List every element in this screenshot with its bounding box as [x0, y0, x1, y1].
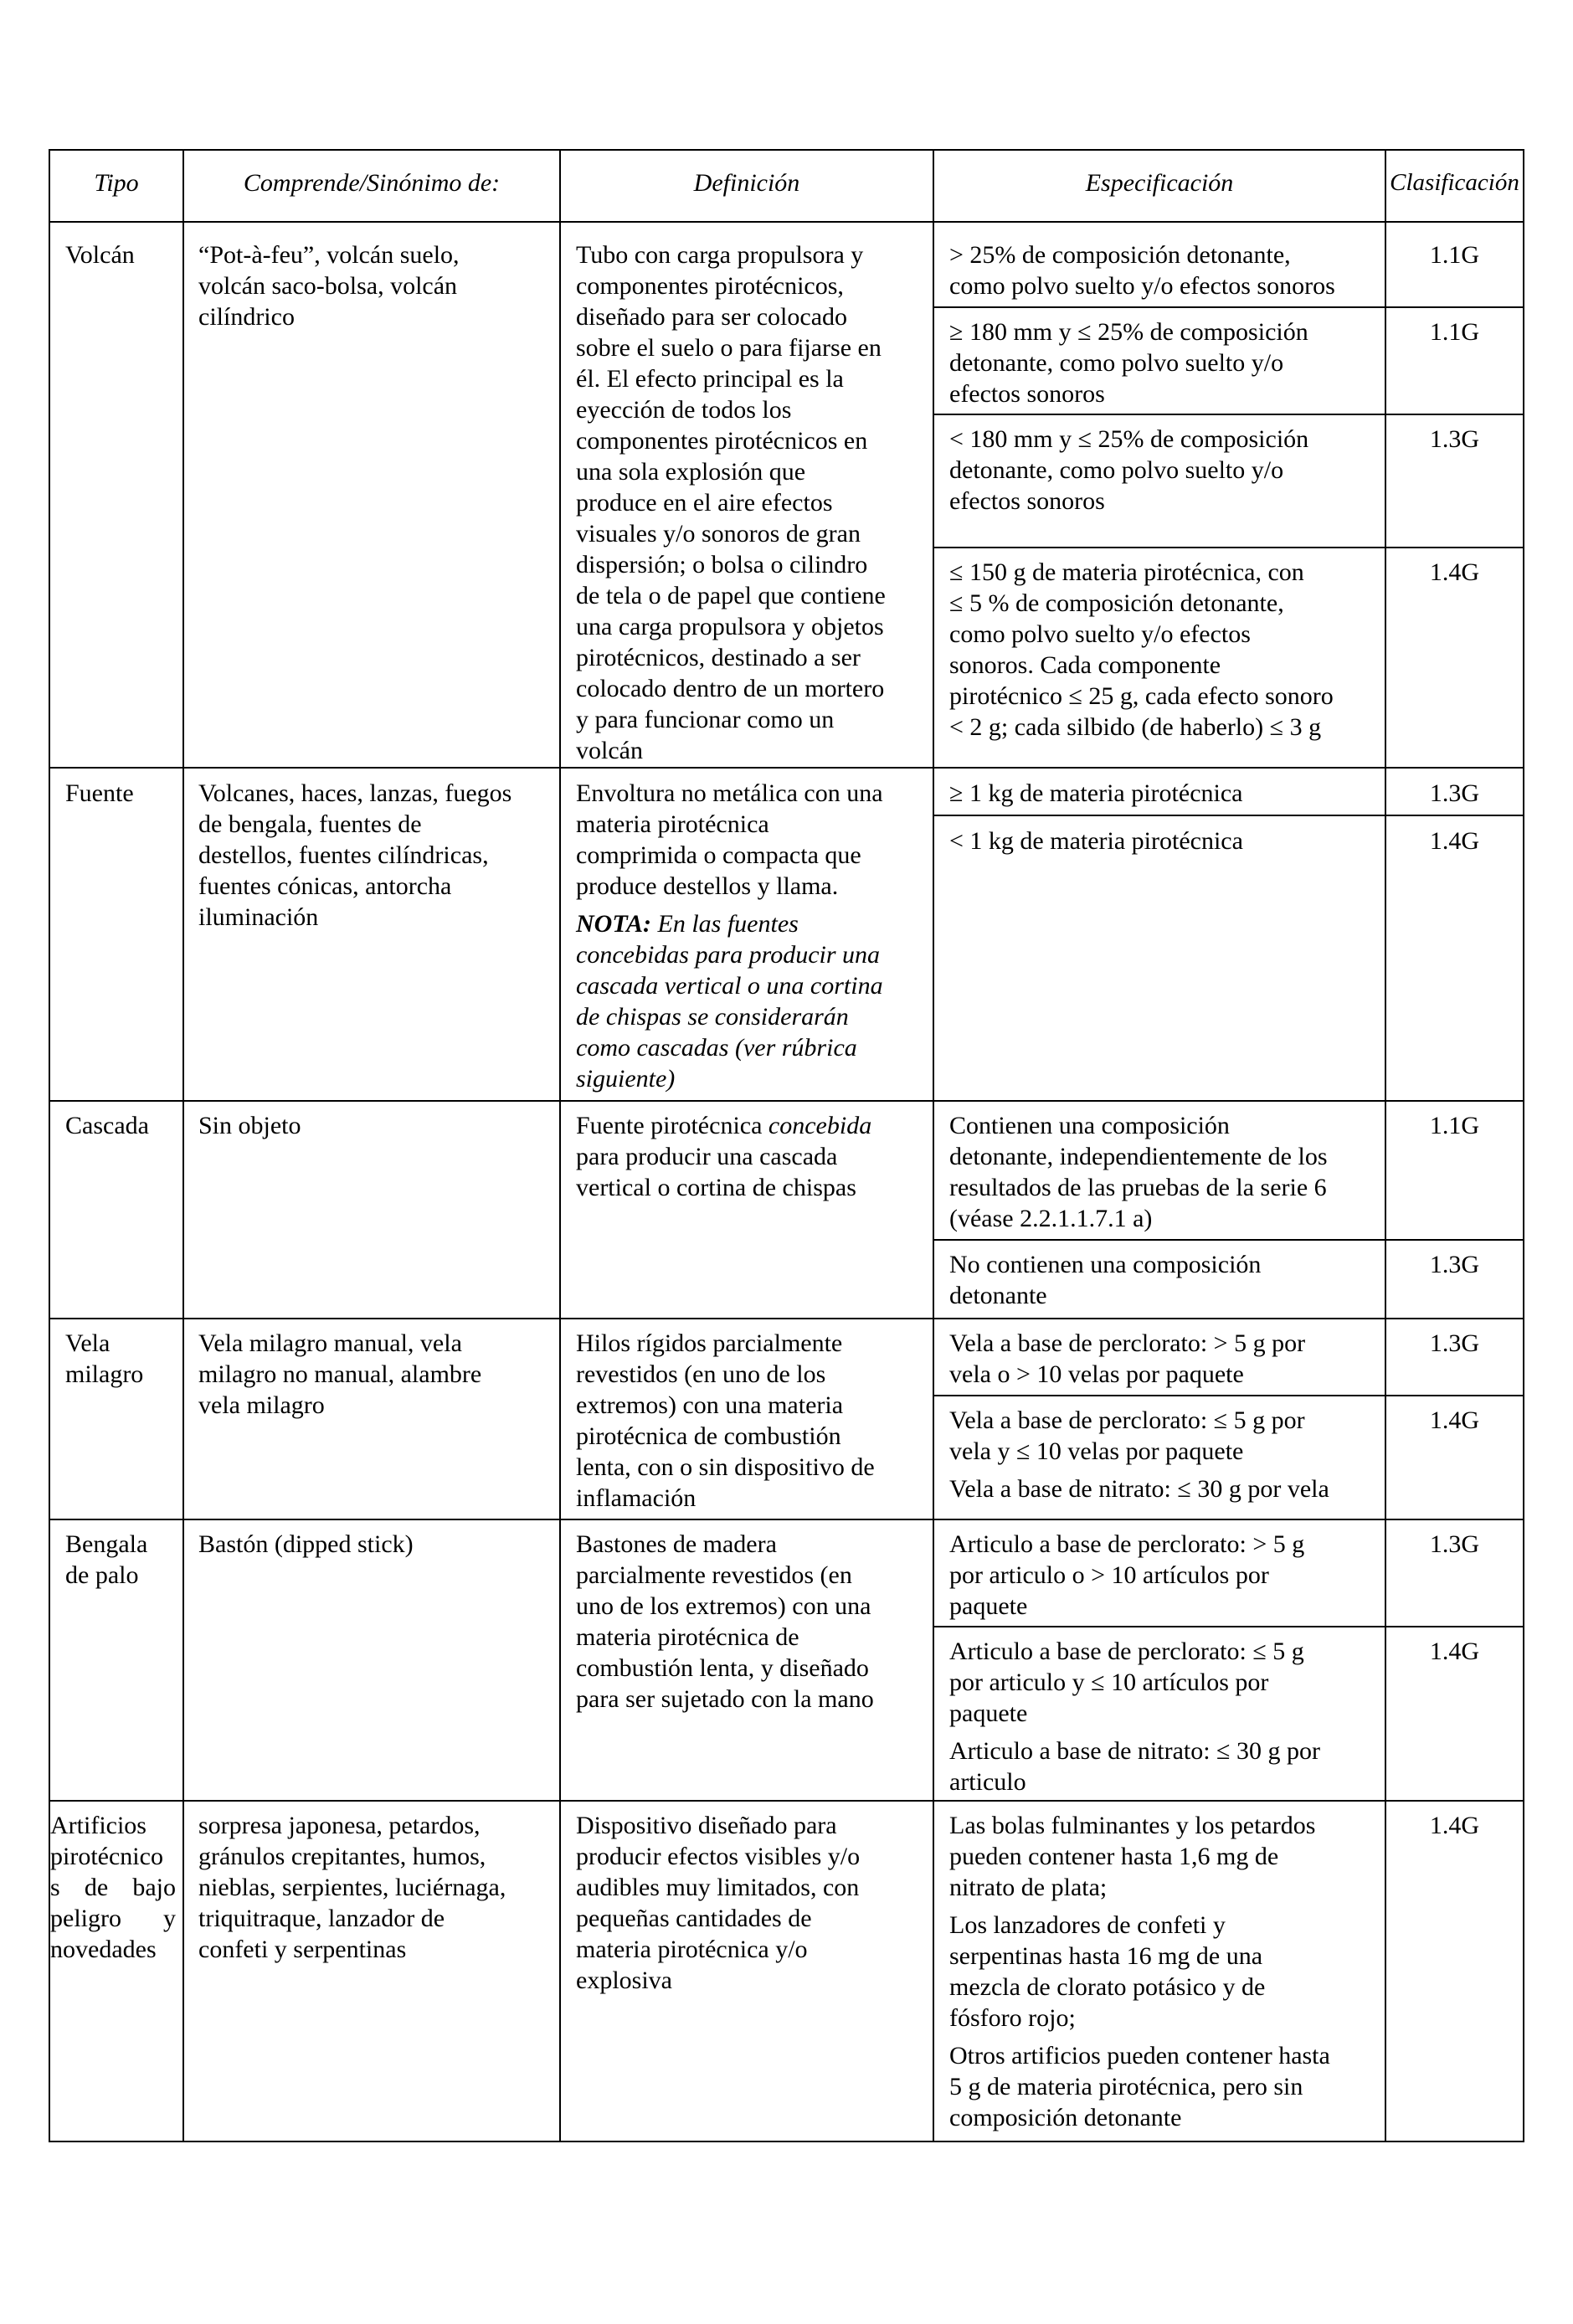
definicion-line: componentes pirotécnicos en [576, 427, 868, 455]
definicion-line: inflamación [576, 1484, 697, 1512]
clasificacion-cell: 1.3G [1429, 425, 1480, 453]
definicion-line: pequeñas cantidades de [576, 1905, 812, 1932]
especificacion-line: Otros artificios pueden contener hasta [949, 2042, 1330, 2069]
column-divider [182, 149, 184, 2142]
comprende-line: de bengala, fuentes de [198, 810, 422, 838]
definicion-line: eyección de todos los [576, 396, 792, 424]
definicion-line: explosiva [576, 1967, 672, 1994]
especificacion-line: mezcla de clorato potásico y de [949, 1973, 1266, 2001]
especificacion-line: < 2 g; cada silbido (de haberlo) ≤ 3 g [949, 713, 1322, 741]
column-divider [559, 149, 561, 2142]
especificacion-line: efectos sonoros [949, 380, 1105, 408]
header-especificacion: Especificación [1085, 169, 1234, 197]
especificacion-line: serpentinas hasta 16 mg de una [949, 1942, 1263, 1970]
especificacion-line: vela y ≤ 10 velas por paquete [949, 1437, 1244, 1465]
definicion-line: materia pirotécnica y/o [576, 1936, 808, 1963]
definicion-line [576, 1110, 871, 1141]
clasificacion-cell: 1.4G [1429, 558, 1480, 586]
definicion-line: colocado dentro de un mortero [576, 675, 885, 702]
clasificacion-cell: 1.4G [1429, 1812, 1480, 1839]
tipo-cell: Bengala [65, 1530, 148, 1558]
definicion-line: él. El efecto principal es la [576, 365, 844, 393]
definicion-line: lenta, con o sin dispositivo de [576, 1453, 875, 1481]
especificacion-line: detonante, como polvo suelto y/o [949, 456, 1284, 484]
especificacion-line: ≥ 1 kg de materia pirotécnica [949, 779, 1243, 807]
especificacion-line: paquete [949, 1699, 1028, 1727]
especificacion-line: efectos sonoros [949, 487, 1105, 515]
nota-line: cascada vertical o una cortina [576, 972, 883, 1000]
definicion-line: componentes pirotécnicos, [576, 272, 844, 300]
comprende-line: sorpresa japonesa, petardos, [198, 1812, 481, 1839]
tipo-cell: Volcán [65, 241, 135, 269]
definicion-line: Tubo con carga propulsora y [576, 241, 864, 269]
table-border-top [49, 149, 1524, 151]
especificacion-line: (véase 2.2.1.1.7.1 a) [949, 1205, 1153, 1232]
clasificacion-cell: 1.3G [1429, 779, 1480, 807]
definicion-line: diseñado para ser colocado [576, 303, 848, 331]
tipo-cell: Artificios [50, 1812, 147, 1839]
especificacion-line: Vela a base de perclorato: ≤ 5 g por [949, 1406, 1305, 1434]
definicion-line: para producir una cascada [576, 1143, 838, 1170]
definicion-line: Dispositivo diseñado para [576, 1812, 837, 1839]
clasificacion-cell: 1.3G [1429, 1530, 1480, 1558]
definicion-line: comprimida o compacta que [576, 841, 861, 869]
especificacion-line: vela o > 10 velas por paquete [949, 1360, 1244, 1388]
especificacion-line: < 180 mm y ≤ 25% de composición [949, 425, 1309, 453]
definicion-text: Fuente pirotécnica [576, 1112, 769, 1139]
row-divider [49, 1800, 1524, 1802]
especificacion-line: ≤ 150 g de materia pirotécnica, con [949, 558, 1304, 586]
definicion-line: Bastones de madera [576, 1530, 777, 1558]
definicion-line: una sola explosión que [576, 458, 806, 486]
definicion-line: produce destellos y llama. [576, 872, 839, 900]
especificacion-line: Contienen una composición [949, 1112, 1230, 1139]
tipo-cell: Fuente [65, 779, 134, 807]
comprende-line: Bastón (dipped stick) [198, 1530, 414, 1558]
definicion-line: extremos) con una materia [576, 1391, 844, 1419]
definicion-line: sobre el suelo o para fijarse en [576, 334, 882, 362]
definicion-line: visuales y/o sonoros de gran [576, 520, 861, 548]
definicion-line: volcán [576, 737, 643, 764]
especificacion-line: fósforo rojo; [949, 2004, 1076, 2032]
especificacion-line: Articulo a base de perclorato: ≤ 5 g [949, 1638, 1304, 1665]
especificacion-line: Articulo a base de perclorato: > 5 g [949, 1530, 1305, 1558]
especificacion-line: resultados de las pruebas de la serie 6 [949, 1174, 1327, 1201]
comprende-line: Volcanes, haces, lanzas, fuegos [198, 779, 512, 807]
especificacion-line: pueden contener hasta 1,6 mg de [949, 1843, 1279, 1870]
table-border-right [1523, 149, 1524, 2142]
header-definicion: Definición [693, 169, 800, 197]
especificacion-line: nitrato de plata; [949, 1874, 1108, 1901]
especificacion-line: detonante, como polvo suelto y/o [949, 349, 1284, 377]
definicion-line: una carga propulsora y objetos [576, 613, 884, 640]
spec-divider [933, 414, 1524, 415]
especificacion-line: detonante, independientemente de los [949, 1143, 1328, 1170]
nota-text: En las fuentes [651, 910, 799, 938]
tipo-cell: pirotécnico [50, 1843, 163, 1870]
tipo-cell: Cascada [65, 1112, 149, 1139]
definicion-line: parcialmente revestidos (en [576, 1561, 852, 1589]
nota-line: como cascadas (ver rúbrica [576, 1034, 857, 1062]
tipo-cell: Vela [65, 1329, 111, 1357]
column-divider [933, 149, 934, 2142]
header-comprende: Comprende/Sinónimo de: [243, 169, 501, 197]
especificacion-line: ≥ 180 mm y ≤ 25% de composición [949, 318, 1308, 346]
clasificacion-cell: 1.4G [1429, 1638, 1480, 1665]
comprende-line: confeti y serpentinas [198, 1936, 407, 1963]
nota-line: de chispas se considerarán [576, 1003, 849, 1031]
tipo-cell: milagro [65, 1360, 144, 1388]
comprende-line: Sin objeto [198, 1112, 301, 1139]
comprende-line: triquitraque, lanzador de [198, 1905, 445, 1932]
especificacion-line: articulo [949, 1768, 1026, 1796]
definicion-line: Hilos rígidos parcialmente [576, 1329, 843, 1357]
spec-divider [933, 1239, 1524, 1241]
comprende-line: iluminación [198, 903, 319, 931]
definicion-line: materia pirotécnica de [576, 1623, 799, 1651]
spec-divider [933, 1395, 1524, 1396]
tipo-cell: de palo [65, 1561, 139, 1589]
especificacion-line: composición detonante [949, 2104, 1182, 2131]
especificacion-line: No contienen una composición [949, 1251, 1262, 1278]
header-row-divider [49, 221, 1524, 223]
nota-label: NOTA: [576, 910, 651, 938]
comprende-line: destellos, fuentes cilíndricas, [198, 841, 489, 869]
row-divider [49, 1519, 1524, 1520]
clasificacion-cell: 1.1G [1429, 241, 1480, 269]
definicion-line: Envoltura no metálica con una [576, 779, 883, 807]
clasificacion-cell: 1.1G [1429, 1112, 1480, 1139]
spec-divider [933, 306, 1524, 308]
spec-divider [933, 1626, 1524, 1627]
especificacion-line: Articulo a base de nitrato: ≤ 30 g por [949, 1737, 1321, 1765]
comprende-line: milagro no manual, alambre [198, 1360, 482, 1388]
header-clasificacion: Clasificación [1390, 169, 1519, 196]
row-divider [49, 1318, 1524, 1319]
definicion-line: para ser sujetado con la mano [576, 1685, 874, 1713]
definicion-line: producir efectos visibles y/o [576, 1843, 861, 1870]
especificacion-line: Vela a base de nitrato: ≤ 30 g por vela [949, 1475, 1329, 1503]
especificacion-line: como polvo suelto y/o efectos sonoros [949, 272, 1335, 300]
especificacion-line: sonoros. Cada componente [949, 651, 1221, 679]
especificacion-line: ≤ 5 % de composición detonante, [949, 589, 1284, 617]
clasificacion-cell: 1.3G [1429, 1329, 1480, 1357]
especificacion-line: paquete [949, 1592, 1028, 1620]
especificacion-line: < 1 kg de materia pirotécnica [949, 827, 1243, 855]
definicion-line: produce en el aire efectos [576, 489, 833, 517]
spec-divider [933, 815, 1524, 816]
especificacion-line: detonante [949, 1282, 1047, 1309]
definicion-line: de tela o de papel que contiene [576, 582, 886, 609]
comprende-line: nieblas, serpientes, luciérnaga, [198, 1874, 506, 1901]
definicion-line: audibles muy limitados, con [576, 1874, 860, 1901]
clasificacion-cell: 1.4G [1429, 827, 1480, 855]
header-tipo: Tipo [94, 169, 139, 197]
row-divider [49, 767, 1524, 769]
comprende-line: fuentes cónicas, antorcha [198, 872, 452, 900]
definicion-line: y para funcionar como un [576, 706, 835, 733]
definicion-line: materia pirotécnica [576, 810, 769, 838]
nota-line [576, 908, 799, 939]
tipo-cell: novedades [50, 1936, 157, 1963]
definicion-line: pirotécnica de combustión [576, 1422, 841, 1450]
tipo-cell: peligro y [50, 1905, 176, 1932]
especificacion-line: por articulo y ≤ 10 artículos por [949, 1668, 1269, 1696]
tipo-cell: s de bajo [50, 1874, 176, 1901]
comprende-line: cilíndrico [198, 303, 295, 331]
comprende-line: Vela milagro manual, vela [198, 1329, 462, 1357]
definicion-line: revestidos (en uno de los [576, 1360, 826, 1388]
clasificacion-cell: 1.3G [1429, 1251, 1480, 1278]
spec-divider [933, 547, 1524, 548]
clasificacion-cell: 1.4G [1429, 1406, 1480, 1434]
especificacion-line: Vela a base de perclorato: > 5 g por [949, 1329, 1306, 1357]
comprende-line: volcán saco-bolsa, volcán [198, 272, 458, 300]
especificacion-line: pirotécnico ≤ 25 g, cada efecto sonoro [949, 682, 1334, 710]
definicion-line: pirotécnicos, destinado a ser [576, 644, 861, 671]
comprende-line: vela milagro [198, 1391, 325, 1419]
comprende-line: gránulos crepitantes, humos, [198, 1843, 486, 1870]
definicion-line: combustión lenta, y diseñado [576, 1654, 869, 1682]
especificacion-line: 5 g de materia pirotécnica, pero sin [949, 2073, 1303, 2100]
clasificacion-cell: 1.1G [1429, 318, 1480, 346]
especificacion-line: como polvo suelto y/o efectos [949, 620, 1251, 648]
especificacion-line: Los lanzadores de confeti y [949, 1911, 1226, 1939]
definicion-line: vertical o cortina de chispas [576, 1174, 856, 1201]
nota-line: concebidas para producir una [576, 941, 881, 969]
table-border-bottom [49, 2141, 1524, 2142]
especificacion-line: por articulo o > 10 artículos por [949, 1561, 1269, 1589]
comprende-line: “Pot-à-feu”, volcán suelo, [198, 241, 460, 269]
especificacion-line: Las bolas fulminantes y los petardos [949, 1812, 1316, 1839]
definicion-line: uno de los extremos) con una [576, 1592, 871, 1620]
row-divider [49, 1100, 1524, 1102]
definicion-emphasis: concebida [768, 1112, 872, 1139]
definicion-line: dispersión; o bolsa o cilindro [576, 551, 868, 578]
nota-line: siguiente) [576, 1065, 676, 1093]
especificacion-line: > 25% de composición detonante, [949, 241, 1291, 269]
